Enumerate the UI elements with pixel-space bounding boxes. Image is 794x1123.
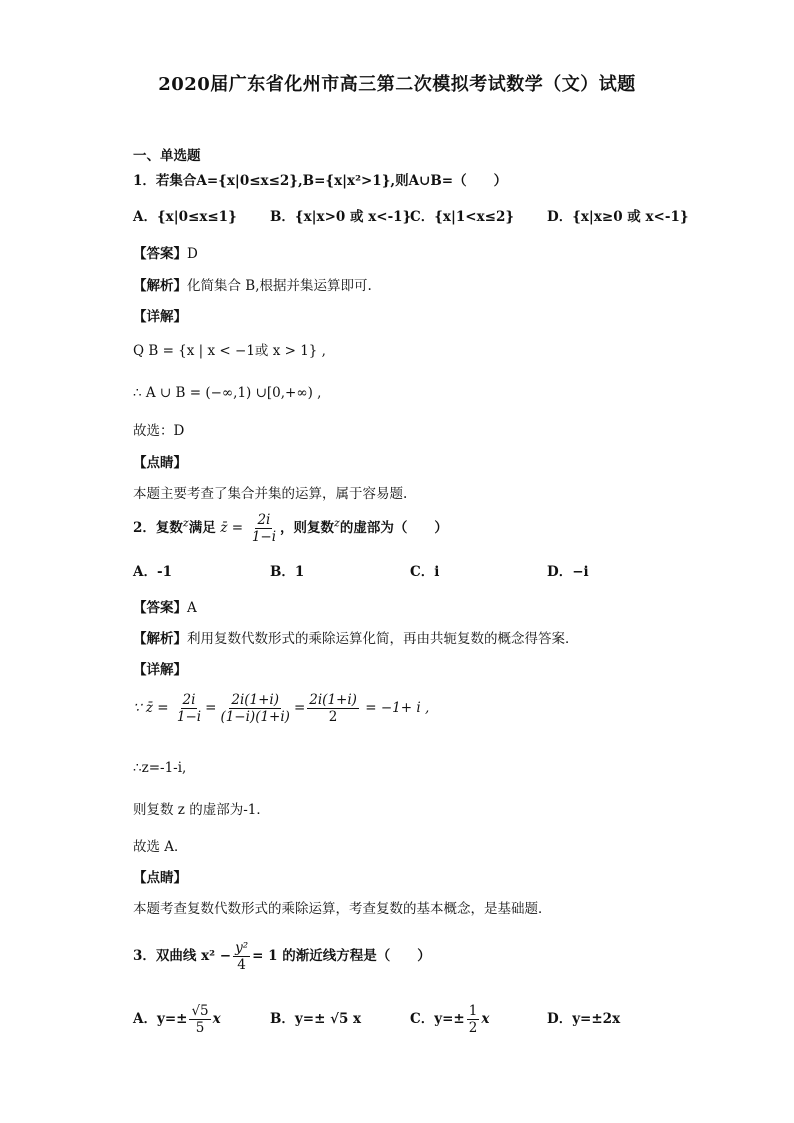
- q1-detail-tag: 【详解】: [133, 309, 187, 325]
- q1-option-a: A．{x|0≤x≤1}: [133, 209, 237, 225]
- q3-option-b: B．y=± √5 x: [270, 1011, 362, 1027]
- q2-step3: 则复数 z 的虚部为-1．: [133, 802, 270, 818]
- q1-option-c: C．{x|1<x≤2}: [410, 209, 515, 225]
- q3-option-a: A．y=± $\frac{√5}{5}$ x: [133, 1003, 221, 1036]
- q2-option-b: B．1: [270, 564, 305, 580]
- page-title: 2020届广东省化州市高三第二次模拟考试数学（文）试题: [158, 74, 636, 95]
- q2-option-c: C．i: [410, 564, 440, 580]
- q1-option-b: B．{x|x>0 或 x<-1}: [270, 209, 412, 225]
- q1-stem: 1．若集合A={x|0≤x≤2},B={x|x²>1},则A∪B=（ ）: [133, 173, 508, 189]
- q2-comment-tag: 【点睛】: [133, 870, 187, 886]
- answer-tag: 【答案】: [133, 246, 187, 262]
- q2-analysis: 【解析】利用复数代数形式的乘除运算化简，再由共轭复数的概念得答案．: [133, 631, 579, 647]
- q2-option-a: A．-1: [133, 564, 172, 580]
- q2-detail-tag: 【详解】: [133, 662, 187, 678]
- analysis-tag: 【解析】: [133, 278, 187, 294]
- q1-conclusion: 故选：D: [133, 423, 185, 439]
- eq-fraction-3: $\frac{2i(1+i)}{2}$: [309, 692, 357, 725]
- answer-value: D: [187, 246, 198, 262]
- var-z: z: [182, 516, 189, 530]
- q2-option-d: D．−i: [547, 564, 589, 580]
- q1-analysis: [133, 277, 372, 295]
- q3-option-d: D．y=±2x: [547, 1011, 621, 1027]
- q2-stem: 2．复数$^z$满足 z̄ = $\frac{2i}{1-i}$ ，则复数$^z$的虚部为（ ）: [133, 512, 448, 545]
- q2-comment: 本题考查复数代数形式的乘除运算，考查复数的基本概念，是基础题．: [133, 901, 552, 917]
- q1-step1: Q B = {x | x < −1或 x > 1} ,: [133, 343, 326, 359]
- q1-step2: ∴ A ∪ B = (−∞,1) ∪[0,+∞) ,: [133, 385, 322, 401]
- section-heading: 一、单选题: [133, 148, 201, 164]
- q1-option-d: D．{x|x≥0 或 x<-1}: [547, 209, 689, 225]
- q3-fraction: $\frac{\text{y²}}{4}$: [235, 940, 249, 973]
- q3-option-c: C．y=± $\frac{1}{2}$ x: [410, 1003, 490, 1036]
- eq-fraction-2: $\frac{2i(1+i)}{(1-i)(1+i)}$: [220, 692, 290, 725]
- q1-comment: 本题主要考查了集合并集的运算，属于容易题.: [133, 486, 408, 502]
- q2-answer: 【答案】A: [133, 600, 197, 616]
- eq-fraction-1: $\frac{2i}{1-i}$: [176, 692, 202, 725]
- q2-conclusion: 故选 A．: [133, 839, 188, 855]
- q1-answer: [133, 245, 198, 263]
- q1-comment-tag: 【点睛】: [133, 455, 187, 471]
- z-conjugate: z̄ =: [220, 520, 244, 536]
- var-z-2: z: [334, 516, 340, 530]
- analysis-text: 化简集合 B,根据并集运算即可.: [187, 278, 372, 294]
- q2-equation: ∵ z̄ = $\frac{2i}{1-i}$ = $\frac{2i(1+i)}{(1-i)(1+i)}$ = $\frac{2i(1+i)}{2}$ = −1+ i ,: [133, 692, 430, 725]
- q2-fraction: $\frac{2i}{1-i}$: [251, 512, 277, 545]
- q2-step2: ∴z=-1-i,: [133, 760, 187, 776]
- q3-stem: 3．双曲线 x² − $\frac{\text{y²}}{4}$ = 1 的渐近线方程是（ ）: [133, 940, 431, 973]
